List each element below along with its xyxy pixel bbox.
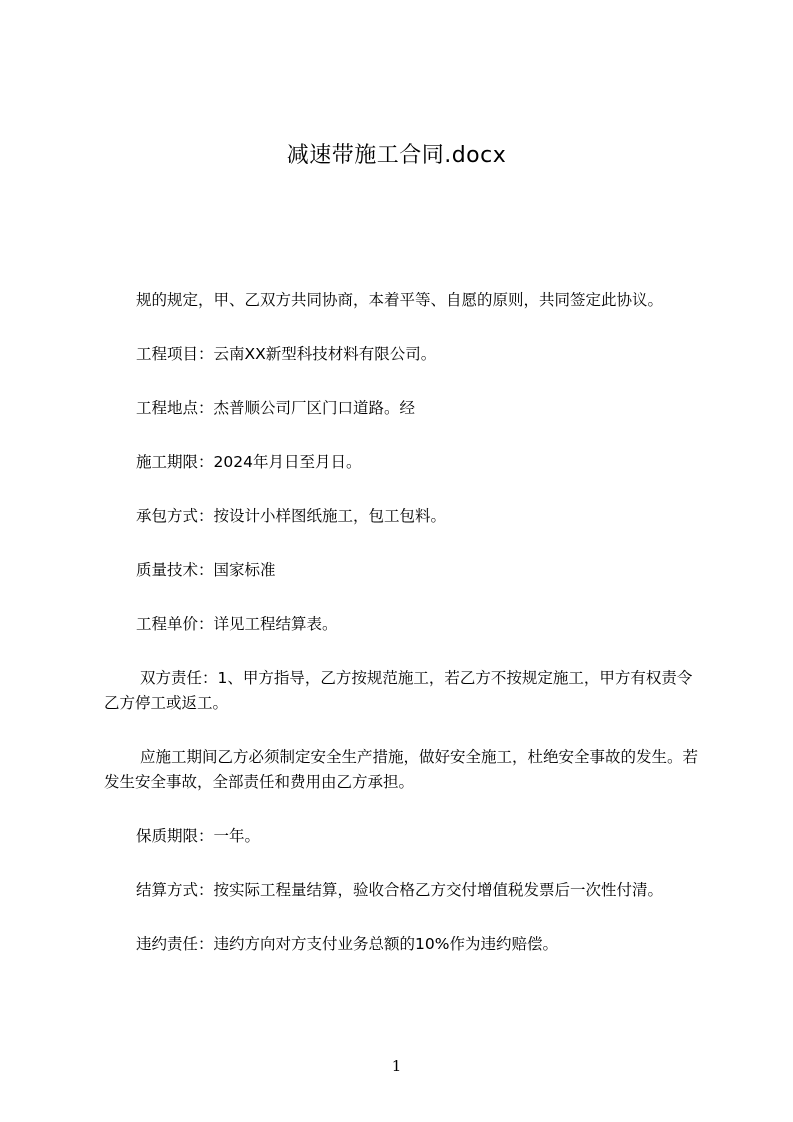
paragraph-agreement-intro: 规的规定，甲、乙双方共同协商，本着平等、自愿的原则，共同签定此协议。 (136, 291, 664, 309)
paragraph-period: 施工期限：2024年月日至月日。 (136, 453, 362, 471)
paragraph-safety: 应施工期间乙方必须制定安全生产措施，做好安全施工，杜绝安全事故的发生。若发生安全事故，全部责任和费用由乙方承担。 (104, 748, 699, 791)
document-body (104, 288, 704, 986)
paragraph-warranty: 保质期限：一年。 (136, 827, 261, 845)
paragraph-unit-price: 工程单价：详见工程结算表。 (136, 615, 338, 633)
paragraph-responsibilities: 双方责任：1、甲方指导，乙方按规范施工，若乙方不按规定施工，甲方有权责令乙方停工或返工。 (104, 669, 693, 712)
paragraph-project: 工程项目：云南XX新型科技材料有限公司。 (136, 345, 437, 363)
paragraph-breach: 违约责任：违约方向对方支付业务总额的10%作为违约赔偿。 (136, 935, 558, 953)
page-number: 1 (391, 1057, 402, 1075)
document-title: 减速带施工合同.docx (286, 143, 507, 168)
paragraph-contract-method: 承包方式：按设计小样图纸施工，包工包料。 (136, 507, 447, 525)
paragraph-settlement: 结算方式：按实际工程量结算，验收合格乙方交付增值税发票后一次性付清。 (136, 881, 664, 899)
paragraph-location: 工程地点：杰普顺公司厂区门口道路。经 (136, 399, 416, 417)
paragraph-quality-standard: 质量技术：国家标准 (136, 561, 276, 579)
